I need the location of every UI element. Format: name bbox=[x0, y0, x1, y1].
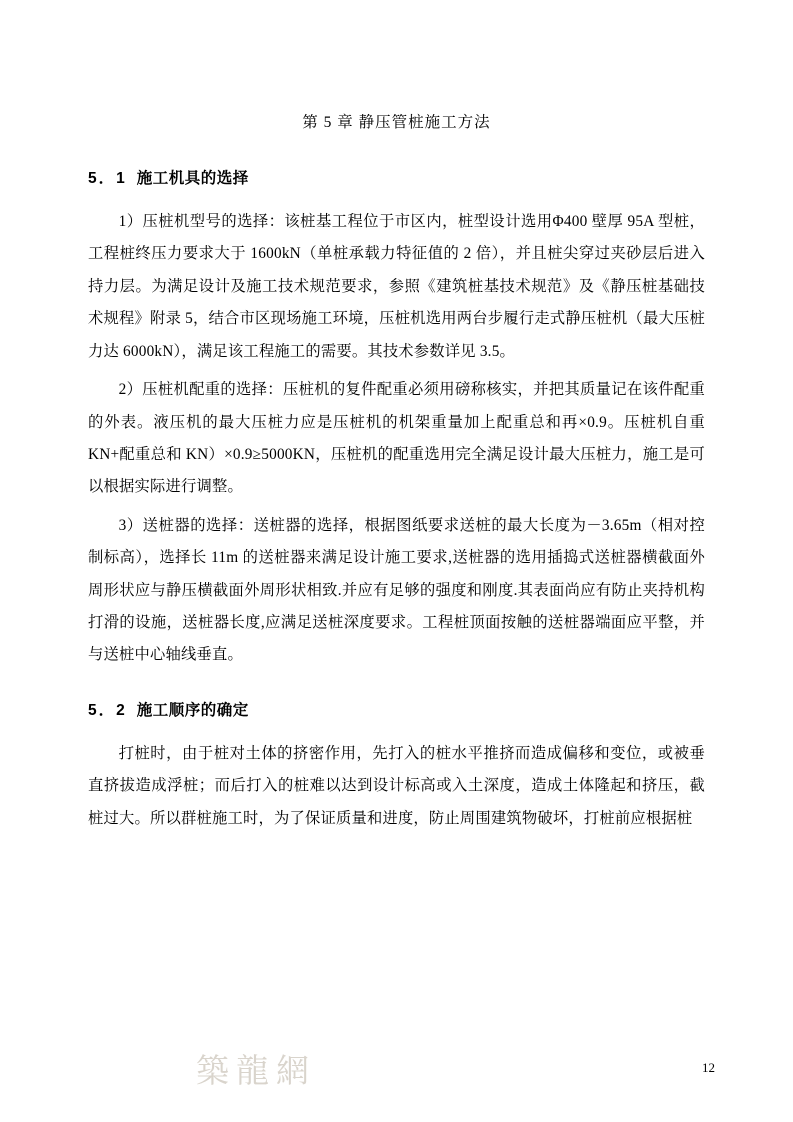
section-heading-5-1 bbox=[88, 166, 705, 188]
paragraph: 2）压桩机配重的选择：压桩机的复件配重必须用磅称核实，并把其质量记在该件配重的外表。液压机的最大压桩力应是压桩机的机架重量加上配重总和再×0.9。压桩机自重 KN+配重总和 KN）×0.9≥5000KN，压桩机的配重选用完全满足设计最大压桩力，施工是可以根据实际进行调整。 bbox=[88, 381, 705, 496]
document-title: 第 5 章 静压管桩施工方法 bbox=[302, 114, 491, 131]
section-number: 5．1 bbox=[88, 170, 127, 187]
watermark: 築龍網 bbox=[196, 1051, 316, 1090]
section-number: 5．2 bbox=[88, 701, 127, 719]
document-body bbox=[88, 110, 705, 841]
paragraph: 3）送桩器的选择：送桩器的选择，根据图纸要求送桩的最大长度为－3.65m（相对控制标高），选择长 11m 的送桩器来满足设计施工要求,送桩器的选用插捣式送桩器横截面外周形状应与静压横截面外周形状相致.并应有足够的强度和刚度.其表面尚应有防止夹持机构打滑的设施，送桩器长度,应满足送桩深度要求。工程桩顶面按触的送桩器端面应平整，并与送桩中心轴线垂直。 bbox=[88, 516, 705, 664]
paragraph: 打桩时，由于桩对土体的挤密作用，先打入的桩水平推挤而造成偏移和变位，或被垂直挤拔造成浮桩；而后打入的桩难以达到设计标高或入土深度，造成土体隆起和挤压，截桩过大。所以群桩施工时，为了保证质量和进度，防止周围建筑物破坏，打桩前应根据桩 bbox=[88, 744, 705, 827]
paragraph: 1）压桩机型号的选择：该桩基工程位于市区内，桩型设计选用Φ400 壁厚 95A 型桩，工程桩终压力要求大于 1600kN（单桩承载力特征值的 2 倍），并且桩尖穿过夹砂层后进入持力层。为满足设计及施工技术规范要求，参照《建筑桩基技术规范》及《静压桩基础技术规程》附录 5，结合市区现场施工环境，压桩机选用两台步履行走式静压桩机（最大压桩力达 6000kN），满足该工程施工的需要。其技术参数详见 3.5。 bbox=[88, 213, 705, 360]
section-heading-5-2 bbox=[88, 698, 705, 720]
page-number: 12 bbox=[702, 1060, 715, 1075]
section-title: 施工机具的选择 bbox=[136, 170, 249, 187]
section-title: 施工顺序的确定 bbox=[136, 701, 249, 719]
